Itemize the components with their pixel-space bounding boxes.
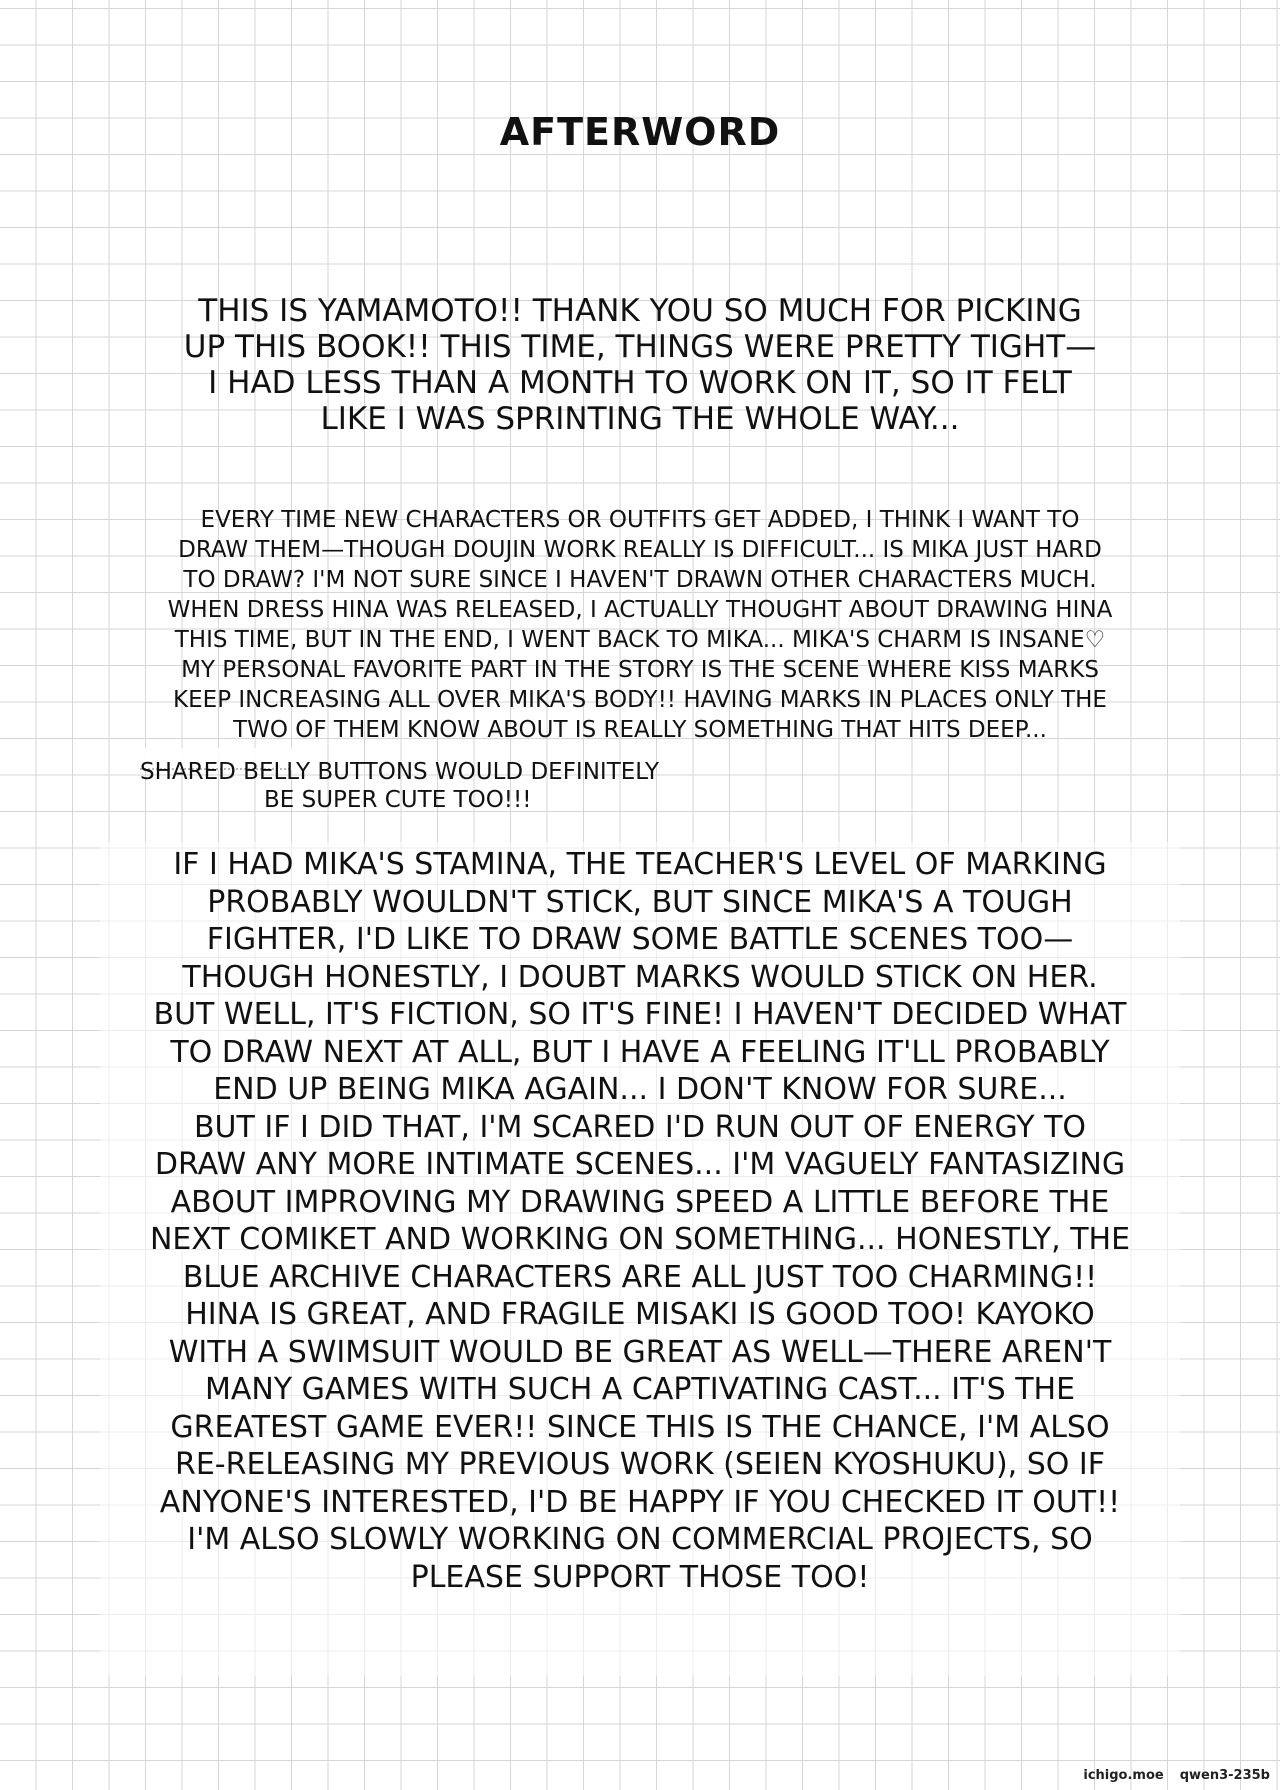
- text-line: PLEASE SUPPORT THOSE TOO!: [410, 1559, 870, 1595]
- text-line: THOUGH HONESTLY, I DOUBT MARKS WOULD STICK ON HER.: [182, 959, 1098, 995]
- text-line: HINA IS GREAT, AND FRAGILE MISAKI IS GOOD TOO! KAYOKO: [185, 1297, 1095, 1332]
- text-line: DRAW ANY MORE INTIMATE SCENES... I'M VAGUELY FANTASIZING: [154, 1147, 1126, 1182]
- watermark: [1083, 1768, 1270, 1783]
- text-line: EVERY TIME NEW CHARACTERS OR OUTFITS GET ADDED, I THINK I WANT TO: [200, 507, 1080, 533]
- text-line: BE SUPER CUTE TOO!!!: [264, 787, 532, 813]
- text-line: THIS TIME, BUT IN THE END, I WENT BACK TO MIKA... MIKA'S CHARM IS INSANE♡: [174, 627, 1106, 653]
- text-line: RE-RELEASING MY PREVIOUS WORK (SEIEN KYOSHUKU), SO IF: [174, 1447, 1106, 1482]
- text-line: I'M ALSO SLOWLY WORKING ON COMMERCIAL PROJECTS, SO: [187, 1522, 1093, 1557]
- text-line: ANYONE'S INTERESTED, I'D BE HAPPY IF YOU CHECKED IT OUT!!: [159, 1484, 1121, 1520]
- text-line: MANY GAMES WITH SUCH A CAPTIVATING CAST... IT'S THE: [204, 1372, 1076, 1407]
- text-line: ABOUT IMPROVING MY DRAWING SPEED A LITTLE BEFORE THE: [170, 1184, 1110, 1220]
- text-line: NEXT COMIKET AND WORKING ON SOMETHING... HONESTLY, THE: [149, 1222, 1131, 1257]
- side-note: [0, 758, 1280, 814]
- text-line: WHEN DRESS HINA WAS RELEASED, I ACTUALLY THOUGHT ABOUT DRAWING HINA: [167, 597, 1113, 623]
- watermark-model: qwen3-235b: [1179, 1768, 1270, 1783]
- watermark-site: ichigo.moe: [1083, 1768, 1164, 1783]
- text-line: TWO OF THEM KNOW ABOUT IS REALLY SOMETHING THAT HITS DEEP...: [233, 717, 1047, 743]
- text-line: KEEP INCREASING ALL OVER MIKA'S BODY!! HAVING MARKS IN PLACES ONLY THE: [173, 687, 1107, 713]
- intro-paragraph: [0, 293, 1280, 437]
- text-line: END UP BEING MIKA AGAIN... I DON'T KNOW FOR SURE...: [213, 1072, 1067, 1107]
- text-line: GREATEST GAME EVER!! SINCE THIS IS THE CHANCE, I'M ALSO: [170, 1409, 1110, 1445]
- text-line: IF I HAD MIKA'S STAMINA, THE TEACHER'S LEVEL OF MARKING: [173, 847, 1107, 882]
- text-line: BUT IF I DID THAT, I'M SCARED I'D RUN OUT OF ENERGY TO: [193, 1109, 1087, 1145]
- text-line: WITH A SWIMSUIT WOULD BE GREAT AS WELL—THERE AREN'T: [168, 1334, 1112, 1370]
- text-line: THIS IS YAMAMOTO!! THANK YOU SO MUCH FOR PICKING: [198, 293, 1082, 329]
- text-line: BLUE ARCHIVE CHARACTERS ARE ALL JUST TOO CHARMING!!: [182, 1259, 1098, 1295]
- text-line: TO DRAW? I'M NOT SURE SINCE I HAVEN'T DRAWN OTHER CHARACTERS MUCH.: [183, 567, 1097, 593]
- text-line: I HAD LESS THAN A MONTH TO WORK ON IT, SO IT FELT: [208, 365, 1072, 401]
- text-line: UP THIS BOOK!! THIS TIME, THINGS WERE PRETTY TIGHT—: [183, 329, 1097, 365]
- text-line: DRAW THEM—THOUGH DOUJIN WORK REALLY IS DIFFICULT... IS MIKA JUST HARD: [178, 537, 1102, 563]
- text-line: PROBABLY WOULDN'T STICK, BUT SINCE MIKA'S A TOUGH: [207, 884, 1073, 920]
- text-line: TO DRAW NEXT AT ALL, BUT I HAVE A FEELING IT'LL PROBABLY: [170, 1034, 1110, 1070]
- text-line: LIKE I WAS SPRINTING THE WHOLE WAY...: [320, 401, 960, 437]
- page-title: AFTERWORD: [499, 110, 781, 154]
- characters-paragraph: [0, 505, 1280, 745]
- text-line: BUT WELL, IT'S FICTION, SO IT'S FINE! I HAVEN'T DECIDED WHAT: [153, 997, 1127, 1032]
- text-line: MY PERSONAL FAVORITE PART IN THE STORY IS THE SCENE WHERE KISS MARKS: [181, 657, 1099, 683]
- main-paragraph: [0, 846, 1280, 1596]
- text-line: FIGHTER, I'D LIKE TO DRAW SOME BATTLE SCENES TOO—: [206, 922, 1074, 957]
- text-line: SHARED BELLY BUTTONS WOULD DEFINITELY: [140, 759, 660, 785]
